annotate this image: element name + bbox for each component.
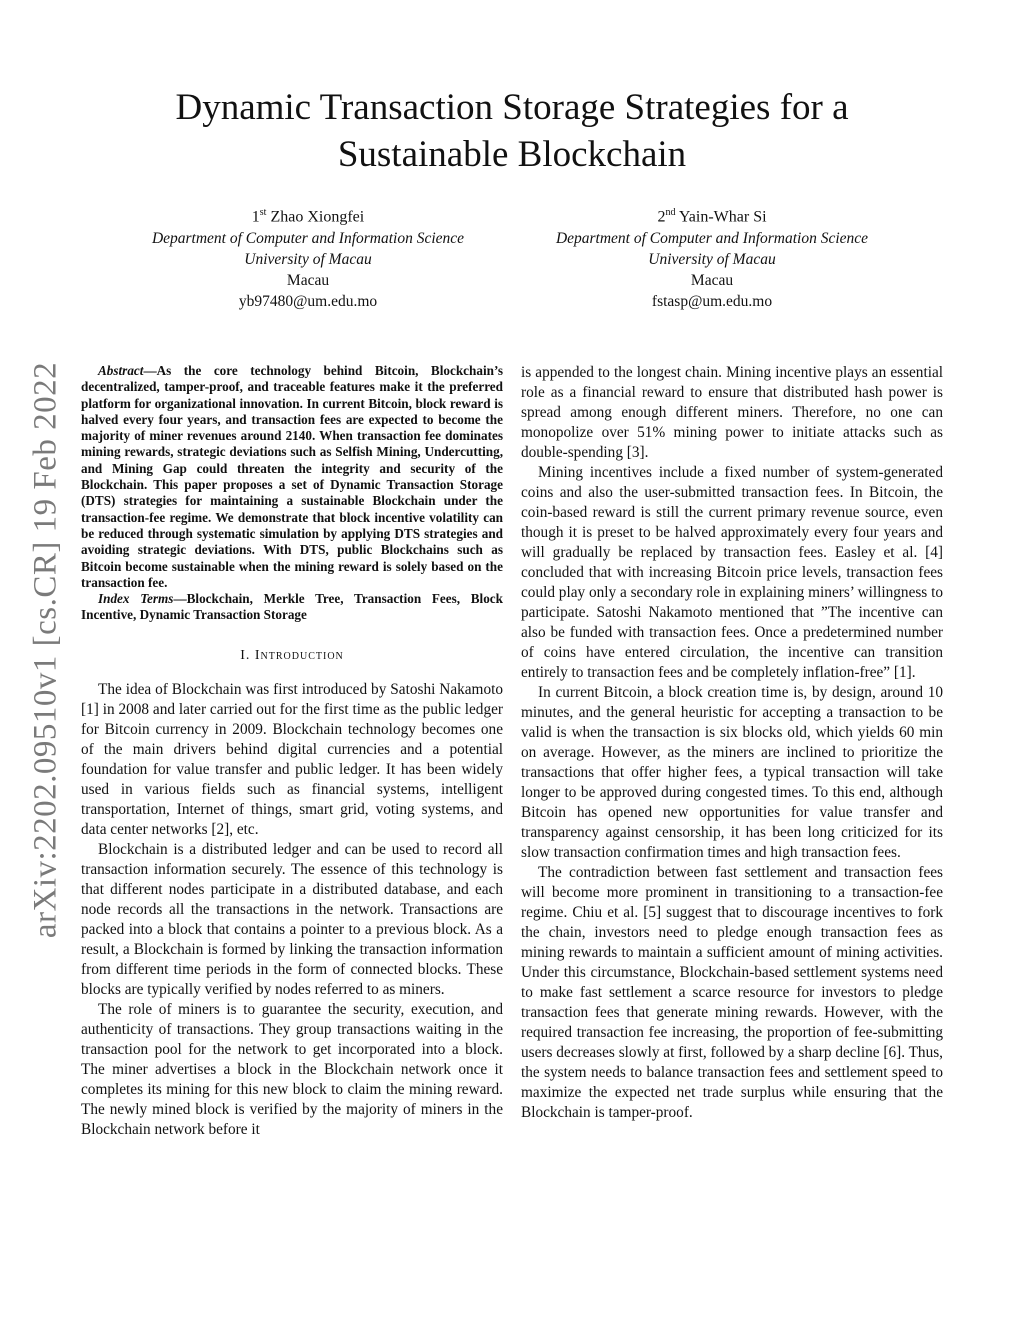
body-paragraph-continuation: is appended to the longest chain. Mining incentive plays an essential role as a financial reward to ensure that distributed hash power is spread among enough different miners. Therefore, no one can monopolize over 51% mining power to initiate attacks such as double-spending [3].	[521, 364, 943, 461]
author-email[interactable]: yb97480@um.edu.mo	[238, 293, 378, 311]
body-paragraph: Blockchain is a distributed ledger and can be used to record all transaction information securely. The essence of this technology is that different nodes participate in a distributed database, and each node records all the transactions in the network. Transactions are packed into a block that contains a pointer to a previous block. As a result, a Blockchain is formed by linking the transaction information from different time periods in the form of connected blocks. These blocks are typically verified by nodes referred to as miners.	[81, 840, 503, 998]
right-column	[521, 363, 943, 1123]
paper-title: Dynamic Transaction Storage Strategies for a Sustainable Blockchain	[175, 87, 849, 175]
body-paragraph: In current Bitcoin, a block creation time is, by design, around 10 minutes, and the general heuristic for accepting a transaction to be valid is when the transaction is six blocks old, which yields 60 min on average. However, as the miners are inclined to prioritize the transactions that offer higher fees, a typical transaction will take longer to be approved during congested times. To this end, although Bitcoin has opened new opportunities for value transfer and transparency against censorship, it has been long criticized for its slow transaction confirmation times and high transaction fees.	[521, 684, 943, 861]
author-department: Department of Computer and Information Science	[555, 230, 869, 248]
index-terms-label: Index Terms	[98, 591, 174, 607]
author-name: 2nd Yain-Whar Si	[657, 207, 767, 226]
arxiv-identifier-stamp: arXiv:2202.09510v1 [cs.CR] 19 Feb 2022	[27, 361, 64, 939]
abstract	[81, 363, 503, 591]
body-paragraph: Mining incentives include a fixed number of system-generated coins and also the user-submitted transaction fees. In Bitcoin, the coin-based reward is still the current primary revenue source, even though it is preset to be halved approximately every four years and will gradually be replaced by transaction fees. Easley et al. [4] concluded that with increasing Bitcoin price levels, transaction fees could play only a secondary role in explaining miners’ willingness to participate. Satoshi Nakamoto mentioned that ”The incentive can also be funded with transaction fees. Once a predetermined number of coins have entered circulation, the incentive can transition entirely to transaction fees and be completely inflation-free” [1].	[521, 464, 943, 681]
author-block-1	[118, 202, 498, 312]
index-terms-text: —Blockchain, Merkle Tree, Transaction Fees, Block Incentive, Dynamic Transaction Storage	[81, 591, 503, 623]
author-email[interactable]: fstasp@um.edu.mo	[651, 293, 773, 311]
body-paragraph: The idea of Blockchain was first introduced by Satoshi Nakamoto [1] in 2008 and later carried out for the first time as the public ledger for Bitcoin currency in 2009. Blockchain technology becomes one of the main drivers behind digital currencies and a potential foundation for value transfer and public ledger. It has been widely used in various fields such as financial systems, intelligent transportation, Internet of things, smart grid, voting systems, and data center networks [2], etc.	[81, 680, 503, 838]
author-name: 1st Zhao Xiongfei	[251, 207, 365, 226]
author-university: University of Macau	[244, 251, 372, 269]
left-column	[81, 363, 503, 1140]
abstract-label: Abstract	[98, 363, 144, 378]
author-location: Macau	[286, 272, 330, 290]
author-university: University of Macau	[648, 251, 776, 269]
section-heading-introduction: I. Introduction	[240, 647, 344, 663]
body-paragraph: The contradiction between fast settlement and transaction fees will become more prominent in transitioning to a transaction-fee regime. Chiu et al. [5] suggest that to discourage incentives to fork the chain, investors need to pledge enough transaction fees as mining rewards to maintain a sufficient amount of mining activities. Under this circumstance, Blockchain-based settlement systems need to make fast settlement a scarce resource for investors to pledge transaction fees that generate mining rewards. However, with the required transaction fee increasing, the proportion of fee-submitting users decreases slowly at first, followed by a sharp decline [6]. Thus, the system needs to balance transaction fees and settlement speed to maximize the expected net trade surplus while ensuring that the Blockchain is tamper-proof.	[521, 864, 943, 1121]
author-department: Department of Computer and Information Science	[151, 230, 465, 248]
author-block-2	[522, 202, 902, 312]
abstract-text: —As the core technology behind Bitcoin, Blockchain’s decentralized, tamper-proof, and traceable features make it the preferred platform for organizational innovation. In current Bitcoin, block reward is halved every four years, and transaction fees are expected to become the majority of miner revenues around 2140. When transaction fee dominates mining rewards, strategic deviations such as Selfish Mining, Undercutting, and Mining Gap could threaten the integrity and security of the Blockchain. This paper proposes a set of Dynamic Transaction Storage (DTS) strategies for maintaining a sustainable Blockchain under the transaction-fee regime. We demonstrate that block incentive volatility can be reduced through systematic simulation by applying DTS strategies and avoiding strategic deviations. With DTS, public Blockchains such as Bitcoin become sustainable when the mining reward is solely based on the transaction fee.	[81, 363, 503, 590]
index-terms	[81, 591, 503, 624]
body-paragraph: The role of miners is to guarantee the security, execution, and authenticity of transactions. They group transactions waiting in the transaction pool for the network to get incorporated into a block. The miner advertises a block in the Blockchain network once it completes its mining for this new block to claim the mining reward. The newly mined block is verified by the majority of miners in the Blockchain network before it	[81, 1000, 503, 1138]
author-location: Macau	[690, 272, 734, 290]
